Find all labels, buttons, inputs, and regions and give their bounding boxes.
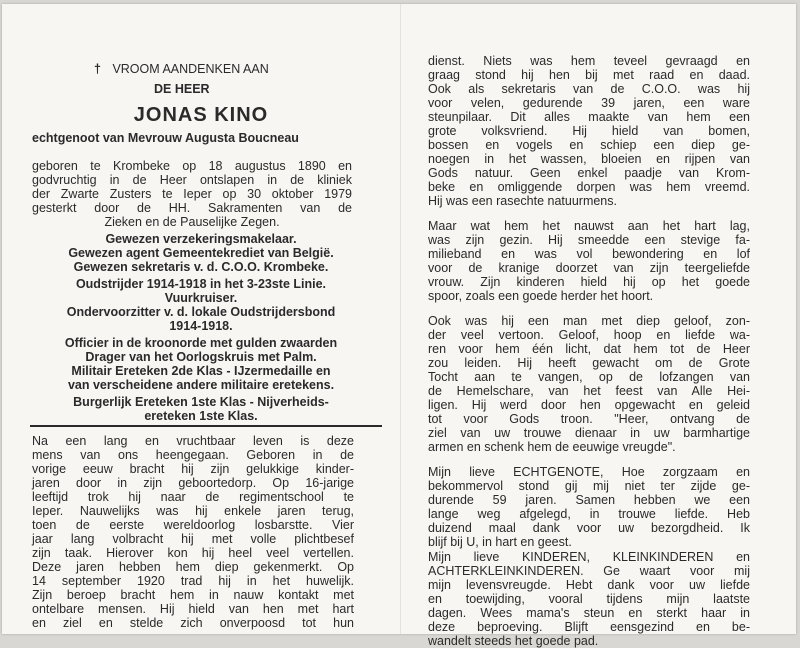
body-line: was zijn gezin. Hij smeedde een stevige fa- <box>428 233 750 247</box>
body-line: dagen. Wees mama's steun en sterkt haar in <box>428 606 750 620</box>
cross-icon: † <box>94 62 101 76</box>
body-line: lange weg afgelegd, in trouwe liefde. Heb <box>428 507 750 521</box>
body-line: zou leiden. Hij heeft gewacht om de Grote <box>428 356 750 370</box>
body-line: bossen en vogels en schiep een diep ge- <box>428 138 750 152</box>
body-line: duizend maal dank voor uw bezorgdheid. Ik <box>428 521 750 535</box>
title-line: Gewezen sekretaris v. d. C.O.O. Krombeke. <box>73 260 329 274</box>
deceased-name: JONAS KINO <box>133 104 269 126</box>
body-line: en ziel en stelde zich onverpoosd tot hun <box>32 616 354 630</box>
body-line: 14 september 1920 trad hij in het huwelijk. <box>32 574 354 588</box>
body-line: ontelbare mensen. Hij hield van hen met hart <box>32 602 354 616</box>
body-line: jaren door in zijn geboortedorp. Op 16-jarige <box>32 476 354 490</box>
body-line: Ieper. Nauwelijks was hij enkele jaren terug, <box>32 504 354 518</box>
body-line: beke en omliggende dorpen was hem vreemd. <box>428 180 750 194</box>
birth-line: der Zwarte Zusters te Ieper op 30 oktober 1979 <box>32 187 352 201</box>
body-line: armen en schenk hem de eeuwige vreugde". <box>428 440 676 454</box>
title-line: 1914-1918. <box>169 319 233 333</box>
body-line: Ook was hij een man met diep geloof, zon- <box>428 314 750 328</box>
title-line: van verscheidene andere militaire eretekens. <box>67 378 335 392</box>
body-line: voor de kranige doorzet van zijn teergeliefde <box>428 261 750 275</box>
body-line: Na een lang en vruchtbaar leven is deze <box>32 434 354 448</box>
title-line: ereteken 1ste Klas. <box>144 409 258 423</box>
body-line: ziel van uw trouwe dienaar in uw barmhartige <box>428 426 750 440</box>
body-line: steunpilaar. Dit alles maakte van hem een <box>428 110 750 124</box>
body-line: ACHTERKLEINKINDEREN. Ge waart voor mij <box>428 564 750 578</box>
body-line: Hij was een rasechte natuurmens. <box>428 194 617 208</box>
body-line: Deze jaren hebben hem diep gekenmerkt. Op <box>32 560 354 574</box>
card-fold <box>400 4 401 634</box>
body-line: der veel vertoon. Geloof, hoop en liefde wa- <box>428 328 750 342</box>
body-line: wandelt steeds het goede pad. <box>428 634 599 648</box>
birth-line: geboren te Krombeke op 18 augustus 1890 en <box>32 159 352 173</box>
title-line: Drager van het Oorlogskruis met Palm. <box>85 350 317 364</box>
body-line: deze beproeving. Blijft eensgezind en be- <box>428 620 750 634</box>
title-line: Oudstrijder 1914-1918 in het 3-23ste Linie. <box>75 277 327 291</box>
body-line: Zijn beroep bracht hem in nauw kontakt met <box>32 588 354 602</box>
birth-line: Zieken en de Pauselijke Zegen. <box>104 215 280 229</box>
body-line: spoor, zoals een goede herder het hoort. <box>428 289 654 303</box>
body-line: vrouw. Zijn kinderen hield hij op het goede <box>428 275 750 289</box>
title-line: Gewezen verzekeringsmakelaar. <box>105 232 297 246</box>
title-line: Vuurkruiser. <box>164 291 238 305</box>
body-line: toen de eerste wereldoorlog losbarstte. Vier <box>32 518 354 532</box>
memorial-heading: † VROOM AANDENKEN AAN <box>94 62 269 76</box>
body-line: ren voor hem één licht, dat hem tot de Heer <box>428 342 750 356</box>
body-line: leeftijd trok hij naar de regimentschool te <box>32 490 354 504</box>
body-line: voor velen, gedurende 39 jaren, een ware <box>428 96 750 110</box>
body-line: en toewijding, vooral tijdens mijn laatste <box>428 592 750 606</box>
body-line: Mijn lieve KINDEREN, KLEINKINDEREN en <box>428 550 750 564</box>
body-line: bekommervol stond gij mij niet ter zijde ge- <box>428 479 750 493</box>
memorial-card <box>2 4 796 648</box>
title-line: Gewezen agent Gemeentekrediet van België. <box>68 246 334 260</box>
body-line: dienst. Niets was hem teveel gevraagd en <box>428 54 750 68</box>
body-line: tot voor Gods troon. "Heer, ontvang de <box>428 412 750 426</box>
title-line: Militair Ereteken 2de Klas - IJzermedaille en <box>71 364 331 378</box>
body-line: Tocht aan te vangen, op de lofzangen van <box>428 370 750 384</box>
body-line: Ook als sekretaris van de C.O.O. was hij <box>428 82 750 96</box>
body-line: mens van ons heengegaan. Geboren in de <box>32 448 354 462</box>
birth-line: godvruchtig in de Heer ontslapen in de kliniek <box>32 173 352 187</box>
body-line: milieband en was vol bewondering en lof <box>428 247 750 261</box>
spouse-line: echtgenoot van Mevrouw Augusta Boucneau <box>32 131 299 145</box>
birth-line: gesterkt door de HH. Sakramenten van de <box>32 201 352 215</box>
title-line: Officier in de kroonorde met gulden zwaarden <box>64 336 338 350</box>
body-line: durende 59 jaren. Samen hebben we een <box>428 493 750 507</box>
body-line: graag stond hij hen bij met raad en daad. <box>428 68 750 82</box>
body-line: noegen in het wassen, bloeien en rijpen van <box>428 152 750 166</box>
body-line: de Hemelschare, van het feest van Alle Hei- <box>428 384 750 398</box>
body-line: Gods natuur. Geen enkel paadje van Krom- <box>428 166 750 180</box>
body-line: ligen. Hij werd door hen opgewacht en geleid <box>428 398 750 412</box>
body-line: Mijn lieve ECHTGENOTE, Hoe zorgzaam en <box>428 465 750 479</box>
body-line: blijf bij U, in hart en geest. <box>428 535 572 549</box>
body-line: mijn levensvreugde. Hebt dank voor uw liefde <box>428 578 750 592</box>
title-line: Burgerlijk Ereteken 1ste Klas - Nijverheids- <box>73 395 329 409</box>
body-line: vorige eeuw bracht hij zijn gelukkige kinder- <box>32 462 354 476</box>
body-line: grote volksvriend. Hij hield van bomen, <box>428 124 750 138</box>
body-line: Maar wat hem het nauwst aan het hart lag, <box>428 219 750 233</box>
title-line: Ondervoorzitter v. d. lokale Oudstrijdersbond <box>66 305 336 319</box>
body-line: jaar lang volbracht hij met volle plichtbesef <box>32 532 354 546</box>
honorific: DE HEER <box>154 82 210 96</box>
divider-rule <box>30 425 382 427</box>
body-line: zijn taak. Hierover kon hij heel veel vertellen. <box>32 546 354 560</box>
